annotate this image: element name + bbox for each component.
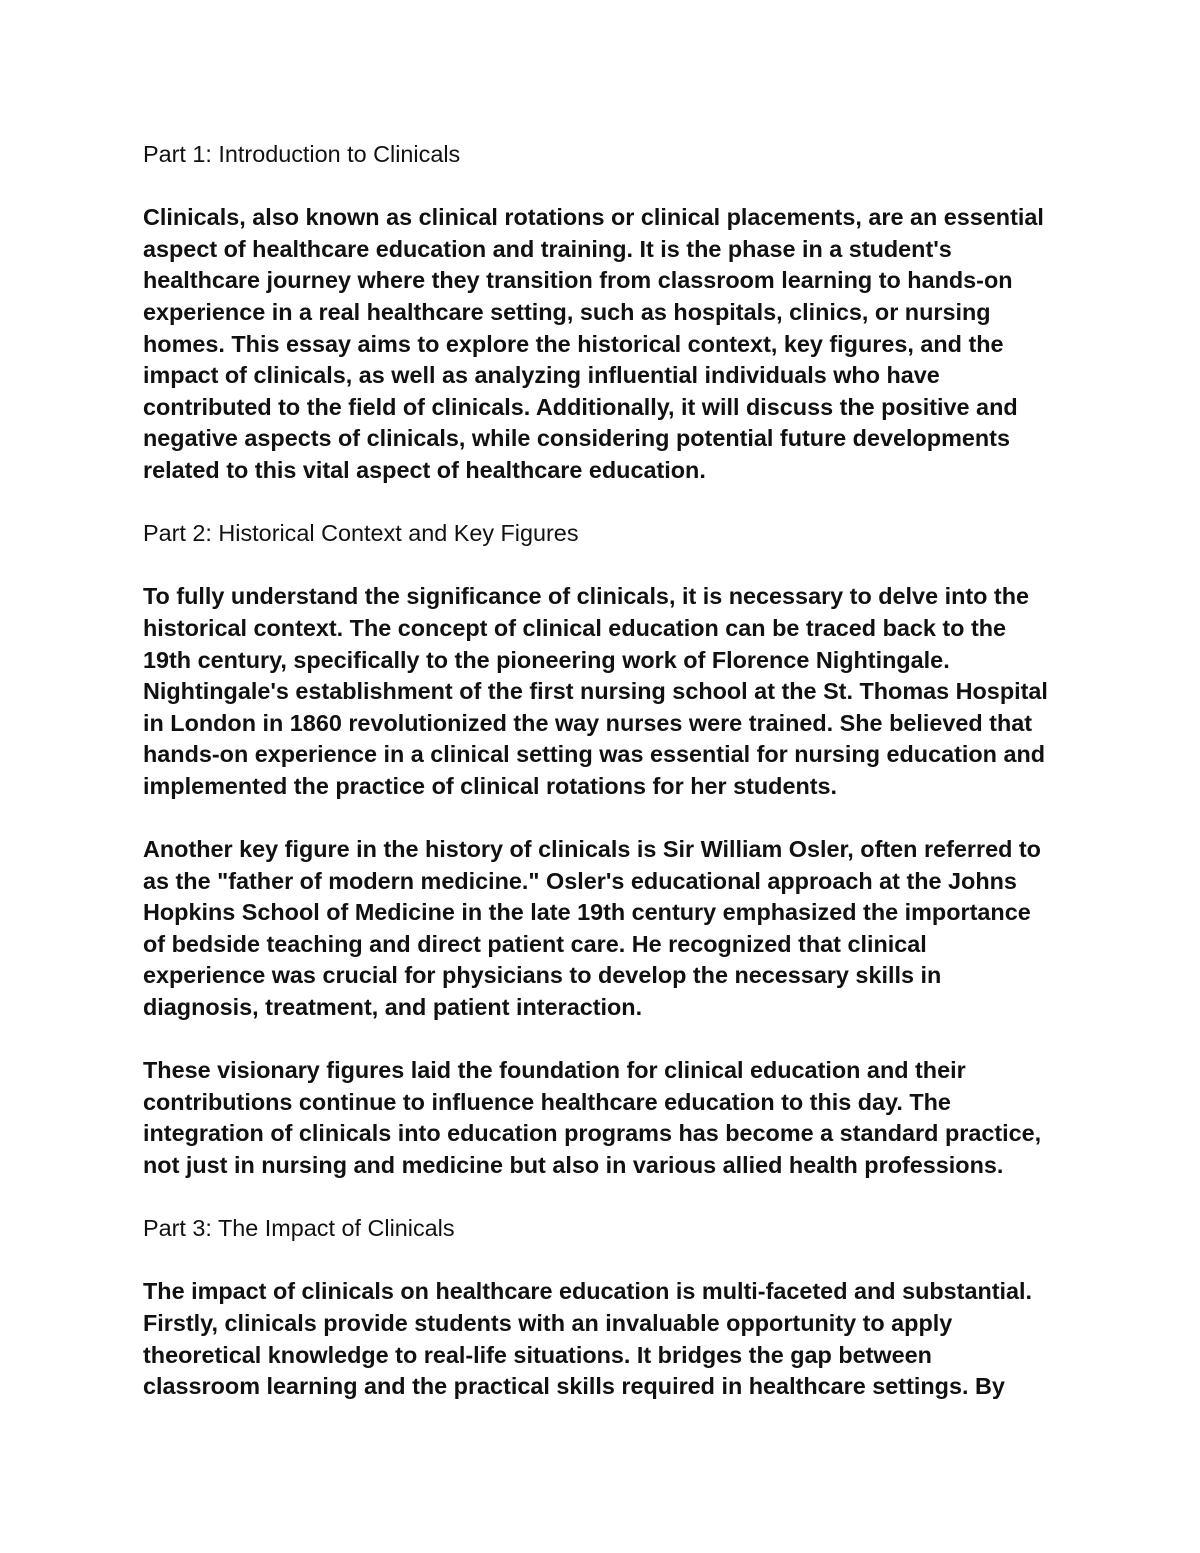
paragraph-line: theoretical knowledge to real-life situations. It bridges the gap between (143, 1341, 932, 1368)
paragraph-line: impact of clinicals, as well as analyzing influential individuals who have (143, 362, 940, 389)
paragraph-line: 19th century, specifically to the pioneering work of Florence Nightingale. (143, 646, 950, 673)
paragraph-line: experience was crucial for physicians to develop the necessary skills in (143, 962, 942, 989)
document-body (143, 139, 1078, 1403)
paragraph-spacer (143, 802, 1078, 834)
section-heading: Part 3: The Impact of Clinicals (143, 1215, 455, 1242)
paragraph-line: These visionary figures laid the foundation for clinical education and their (143, 1057, 966, 1084)
paragraph-line: Another key figure in the history of clinicals is Sir William Osler, often referred to (143, 836, 1041, 863)
paragraph-line: contributed to the field of clinicals. Additionally, it will discuss the positive and (143, 393, 1018, 420)
paragraph-line: as the "father of modern medicine." Osler's educational approach at the Johns (143, 867, 1017, 894)
paragraph-line: hands-on experience in a clinical setting was essential for nursing education and (143, 741, 1046, 768)
paragraph (143, 1055, 1078, 1181)
paragraph-line: implemented the practice of clinical rotations for her students. (143, 772, 838, 799)
paragraph-line: homes. This essay aims to explore the historical context, key figures, and the (143, 330, 1004, 357)
paragraph-line: of bedside teaching and direct patient care. He recognized that clinical (143, 930, 927, 957)
paragraph (143, 834, 1078, 1024)
paragraph (143, 1276, 1078, 1402)
paragraph-spacer (143, 1024, 1078, 1056)
section-heading: Part 1: Introduction to Clinicals (143, 141, 461, 167)
paragraph-line: The impact of clinicals on healthcare education is multi-faceted and substantial. (143, 1278, 1033, 1305)
paragraph-line: related to this vital aspect of healthcare education. (143, 456, 706, 483)
paragraph-line: diagnosis, treatment, and patient interaction. (143, 994, 643, 1021)
paragraph-line: Nightingale's establishment of the first nursing school at the St. Thomas Hospital (143, 678, 1048, 705)
paragraph-line: Clinicals, also known as clinical rotations or clinical placements, are an essential (143, 204, 1044, 231)
paragraph-line: experience in a real healthcare setting, such as hospitals, clinics, or nursing (143, 298, 991, 325)
paragraph-line: integration of clinicals into education programs has become a standard practice, (143, 1120, 1042, 1147)
paragraph-line: contributions continue to influence healthcare education to this day. The (143, 1088, 951, 1115)
paragraph-spacer (143, 1245, 1078, 1277)
paragraph-line: healthcare journey where they transition from classroom learning to hands-on (143, 267, 1013, 294)
paragraph (143, 202, 1078, 486)
section-heading: Part 2: Historical Context and Key Figures (143, 520, 579, 547)
section-spacer (143, 1182, 1078, 1214)
section-spacer (143, 487, 1078, 519)
paragraph-line: To fully understand the significance of clinicals, it is necessary to delve into the (143, 583, 1030, 610)
paragraph-line: Hopkins School of Medicine in the late 19th century emphasized the importance (143, 899, 1031, 926)
paragraph (143, 581, 1078, 802)
paragraph-line: aspect of healthcare education and training. It is the phase in a student's (143, 235, 952, 262)
paragraph-line: historical context. The concept of clinical education can be traced back to the (143, 614, 1007, 641)
paragraph-line: in London in 1860 revolutionized the way nurses were trained. She believed that (143, 709, 1033, 736)
paragraph-spacer (143, 171, 1078, 203)
paragraph-spacer (143, 550, 1078, 582)
paragraph-line: negative aspects of clinicals, while considering potential future developments (143, 425, 1010, 452)
paragraph-line: not just in nursing and medicine but also in various allied health professions. (143, 1152, 1004, 1178)
paragraph-line: classroom learning and the practical skills required in healthcare settings. By (143, 1373, 1005, 1400)
paragraph-line: Firstly, clinicals provide students with an invaluable opportunity to apply (143, 1309, 953, 1336)
